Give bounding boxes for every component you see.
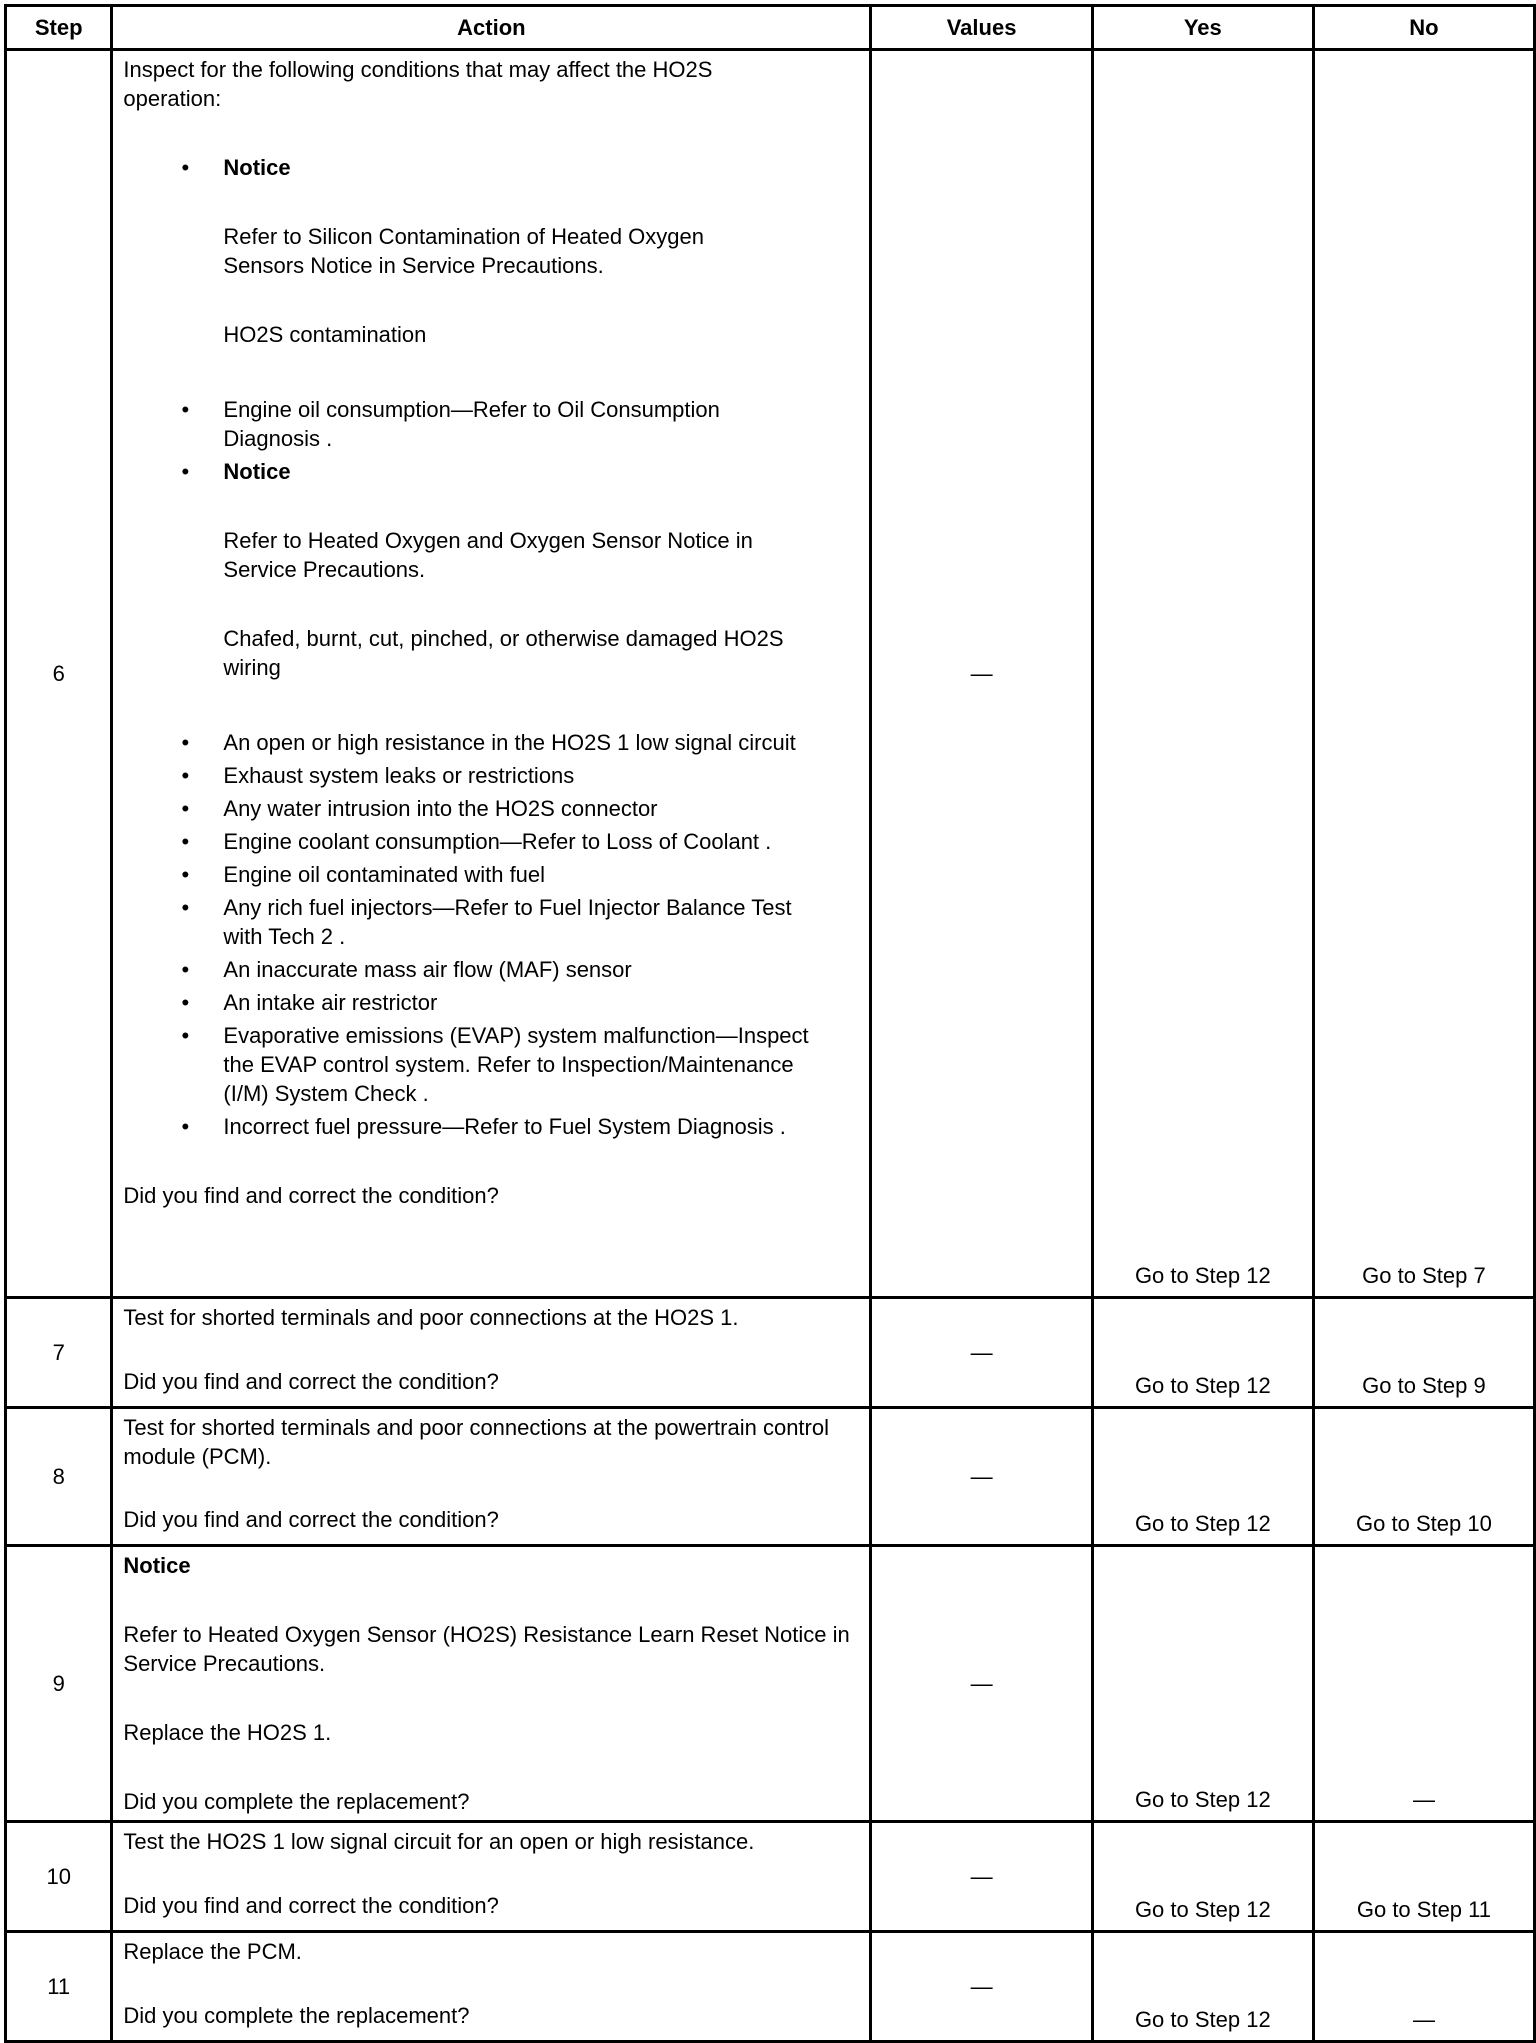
bullet-icon: • bbox=[181, 1114, 190, 1139]
action-text: Replace the HO2S 1. bbox=[123, 1720, 332, 1745]
bullet-icon: • bbox=[181, 862, 190, 887]
yes-outcome bbox=[1092, 50, 1313, 1298]
condition-text: An open or high resistance in the HO2S 1 low signal circuit bbox=[223, 730, 796, 755]
values-cell: — bbox=[871, 1298, 1092, 1408]
yes-link[interactable]: Go to Step 12 bbox=[1134, 1787, 1271, 1812]
condition-text: Exhaust system leaks or restrictions bbox=[223, 763, 575, 788]
yes-link[interactable]: Go to Step 12 bbox=[1134, 1373, 1271, 1398]
no-link[interactable]: Go to Step 9 bbox=[1362, 1373, 1486, 1398]
list-item bbox=[123, 395, 863, 453]
values-cell: — bbox=[871, 1932, 1092, 2042]
condition-text: Engine oil consumption—Refer to Oil Consumption Diagnosis . bbox=[223, 397, 720, 451]
list-item bbox=[123, 153, 863, 389]
list-item bbox=[123, 761, 863, 790]
bullet-icon: • bbox=[181, 459, 190, 484]
header-step: Step bbox=[6, 6, 112, 50]
step-number: 10 bbox=[6, 1822, 112, 1932]
yes-outcome bbox=[1092, 1408, 1313, 1546]
action-text: Test the HO2S 1 low signal circuit for an open or high resistance. bbox=[123, 1829, 755, 1854]
no-outcome-dash: — bbox=[1412, 1787, 1435, 1812]
list-item bbox=[123, 893, 863, 951]
values-cell: — bbox=[871, 1408, 1092, 1546]
step-number: 7 bbox=[6, 1298, 112, 1408]
no-link[interactable]: Go to Step 7 bbox=[1362, 1263, 1486, 1288]
bullet-icon: • bbox=[181, 1023, 190, 1048]
no-link[interactable]: Go to Step 11 bbox=[1356, 1897, 1491, 1922]
bullet-icon: • bbox=[181, 829, 190, 854]
list-item bbox=[123, 1112, 863, 1141]
no-link[interactable]: Go to Step 10 bbox=[1356, 1511, 1492, 1536]
step-number: 6 bbox=[6, 50, 112, 1298]
list-item bbox=[123, 728, 863, 757]
table-row bbox=[6, 1822, 1535, 1932]
condition-text: HO2S contamination bbox=[223, 322, 427, 347]
no-outcome bbox=[1313, 50, 1534, 1298]
notice-text: Refer to Heated Oxygen and Oxygen Sensor Notice in Service Precautions. bbox=[223, 528, 753, 582]
action-intro: Inspect for the following conditions that may affect the HO2S operation: bbox=[123, 57, 713, 111]
values-cell: — bbox=[871, 50, 1092, 1298]
yes-link[interactable]: Go to Step 12 bbox=[1134, 1511, 1271, 1536]
action-cell bbox=[112, 1932, 871, 2042]
condition-text: Any rich fuel injectors—Refer to Fuel Injector Balance Test with Tech 2 . bbox=[223, 895, 792, 949]
condition-text: Any water intrusion into the HO2S connector bbox=[223, 796, 658, 821]
bullet-icon: • bbox=[181, 796, 190, 821]
action-question: Did you complete the replacement? bbox=[123, 1789, 470, 1814]
bullet-icon: • bbox=[181, 763, 190, 788]
condition-list bbox=[123, 153, 863, 1141]
diagnostic-table bbox=[4, 4, 1536, 2043]
yes-link[interactable]: Go to Step 12 bbox=[1134, 1897, 1271, 1922]
list-item bbox=[123, 457, 863, 722]
header-yes: Yes bbox=[1092, 6, 1313, 50]
yes-link[interactable]: Go to Step 12 bbox=[1134, 2007, 1271, 2032]
yes-outcome bbox=[1092, 1932, 1313, 2042]
yes-outcome bbox=[1092, 1298, 1313, 1408]
list-item bbox=[123, 1021, 863, 1108]
condition-text: Incorrect fuel pressure—Refer to Fuel System Diagnosis . bbox=[223, 1114, 786, 1139]
list-item bbox=[123, 860, 863, 889]
no-outcome bbox=[1313, 1822, 1534, 1932]
bullet-icon: • bbox=[181, 397, 190, 422]
condition-text: An intake air restrictor bbox=[223, 990, 438, 1015]
bullet-icon: • bbox=[181, 990, 190, 1015]
no-outcome-dash: — bbox=[1412, 2007, 1435, 2032]
action-text: Test for shorted terminals and poor connections at the powertrain control module (PCM). bbox=[123, 1415, 829, 1469]
header-row bbox=[6, 6, 1535, 50]
step-number: 8 bbox=[6, 1408, 112, 1546]
action-cell bbox=[112, 1298, 871, 1408]
table-row bbox=[6, 1298, 1535, 1408]
no-outcome bbox=[1313, 1932, 1534, 2042]
yes-outcome bbox=[1092, 1546, 1313, 1822]
header-values: Values bbox=[871, 6, 1092, 50]
list-item bbox=[123, 794, 863, 823]
table-row bbox=[6, 1546, 1535, 1822]
action-cell bbox=[112, 1546, 871, 1822]
header-action: Action bbox=[112, 6, 871, 50]
notice-title: Notice bbox=[223, 459, 291, 484]
condition-text: Engine coolant consumption—Refer to Loss of Coolant . bbox=[223, 829, 772, 854]
action-question: Did you complete the replacement? bbox=[123, 2003, 470, 2028]
notice-title: Notice bbox=[223, 155, 291, 180]
no-outcome bbox=[1313, 1546, 1534, 1822]
action-text: Replace the PCM. bbox=[123, 1939, 302, 1964]
list-item bbox=[123, 827, 863, 856]
action-question: Did you find and correct the condition? bbox=[123, 1893, 499, 1918]
header-no: No bbox=[1313, 6, 1534, 50]
condition-text: An inaccurate mass air flow (MAF) sensor bbox=[223, 957, 632, 982]
table-row bbox=[6, 1408, 1535, 1546]
values-cell: — bbox=[871, 1822, 1092, 1932]
yes-outcome bbox=[1092, 1822, 1313, 1932]
list-item bbox=[123, 988, 863, 1017]
notice-text: Refer to Heated Oxygen Sensor (HO2S) Resistance Learn Reset Notice in Service Precautions. bbox=[123, 1622, 850, 1676]
condition-text: Chafed, burnt, cut, pinched, or otherwise damaged HO2S wiring bbox=[223, 626, 784, 680]
bullet-icon: • bbox=[181, 957, 190, 982]
step-number: 11 bbox=[6, 1932, 112, 2042]
table-row bbox=[6, 50, 1535, 1298]
bullet-icon: • bbox=[181, 155, 190, 180]
list-item bbox=[123, 955, 863, 984]
action-question: Did you find and correct the condition? bbox=[123, 1507, 499, 1532]
condition-text: Engine oil contaminated with fuel bbox=[223, 862, 546, 887]
bullet-icon: • bbox=[181, 895, 190, 920]
action-text: Test for shorted terminals and poor connections at the HO2S 1. bbox=[123, 1305, 739, 1330]
action-question: Did you find and correct the condition? bbox=[123, 1183, 499, 1208]
action-cell bbox=[112, 50, 871, 1298]
condition-text: Evaporative emissions (EVAP) system malfunction—Inspect the EVAP control system. Refer to Inspection/Maintenance (I/M) System Check . bbox=[223, 1023, 809, 1106]
table-row bbox=[6, 1932, 1535, 2042]
action-cell bbox=[112, 1408, 871, 1546]
bullet-icon: • bbox=[181, 730, 190, 755]
action-cell bbox=[112, 1822, 871, 1932]
no-outcome bbox=[1313, 1408, 1534, 1546]
notice-text: Refer to Silicon Contamination of Heated Oxygen Sensors Notice in Service Precautions. bbox=[223, 224, 704, 278]
values-cell: — bbox=[871, 1546, 1092, 1822]
yes-link[interactable]: Go to Step 12 bbox=[1134, 1263, 1271, 1288]
action-question: Did you find and correct the condition? bbox=[123, 1369, 499, 1394]
no-outcome bbox=[1313, 1298, 1534, 1408]
step-number: 9 bbox=[6, 1546, 112, 1822]
notice-title: Notice bbox=[123, 1553, 191, 1578]
